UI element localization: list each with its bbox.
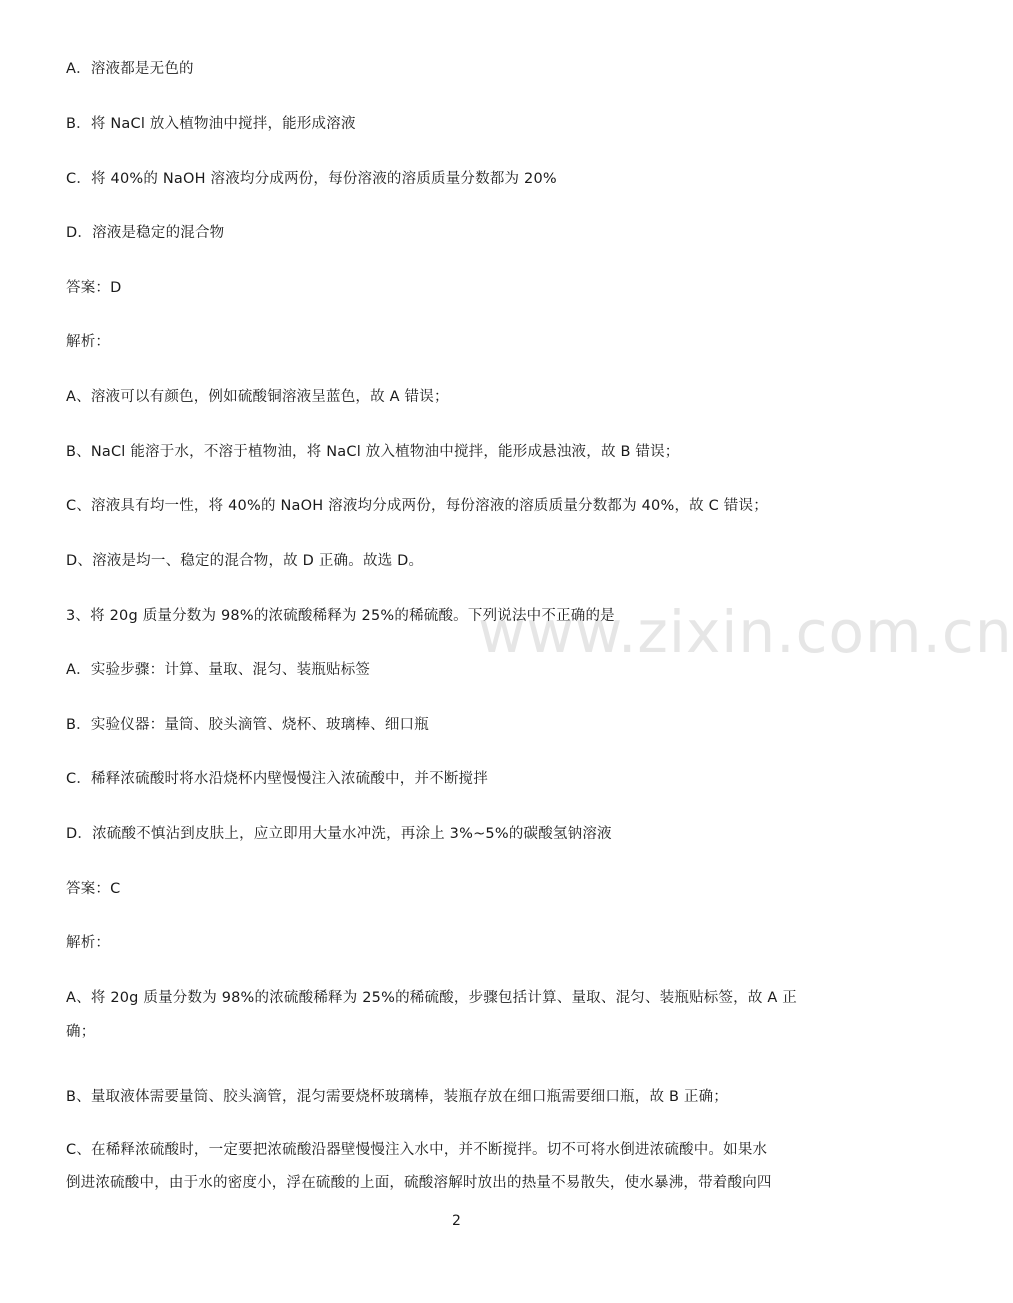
q3-option-d: D．浓硫酸不慎沾到皮肤上，应立即用大量水冲洗，再涂上 3%~5%的碳酸氢钠溶液 — [66, 826, 612, 842]
q3-analysis-c-line1: C、在稀释浓硫酸时，一定要把浓硫酸沿器壁慢慢注入水中，并不断搅拌。切不可将水倒进浓硫酸中。如果水 — [66, 1142, 768, 1158]
q2-analysis-c: C、溶液具有均一性，将 40%的 NaOH 溶液均分成两份，每份溶液的溶质质量分数都为 40%，故 C 错误； — [66, 498, 768, 514]
page-number: 2 — [452, 1213, 461, 1229]
q3-question: 3、将 20g 质量分数为 98%的浓硫酸稀释为 25%的稀硫酸。下列说法中不正确的是 — [66, 608, 615, 624]
q2-answer: 答案：D — [66, 280, 122, 296]
q3-analysis-a — [66, 988, 856, 1042]
q3-option-a: A．实验步骤：计算、量取、混匀、装瓶贴标签 — [66, 662, 371, 678]
q3-option-c: C．稀释浓硫酸时将水沿烧杯内壁慢慢注入浓硫酸中，并不断搅拌 — [66, 771, 488, 787]
q2-option-c: C．将 40%的 NaOH 溶液均分成两份，每份溶液的溶质质量分数都为 20% — [66, 171, 557, 187]
q3-analysis-b: B、量取液体需要量筒、胶头滴管，混匀需要烧杯玻璃棒，装瓶存放在细口瓶需要细口瓶，故 B 正确； — [66, 1089, 729, 1105]
q2-analysis-b: B、NaCl 能溶于水，不溶于植物油，将 NaCl 放入植物油中搅拌，能形成悬浊液，故 B 错误； — [66, 444, 680, 460]
q3-analysis-c-line2: 倒进浓硫酸中，由于水的密度小，浮在硫酸的上面，硫酸溶解时放出的热量不易散失，使水暴沸，带着酸向四 — [66, 1175, 772, 1191]
q2-option-a: A．溶液都是无色的 — [66, 61, 194, 77]
q3-answer: 答案：C — [66, 881, 121, 897]
q2-option-b: B．将 NaCl 放入植物油中搅拌，能形成溶液 — [66, 116, 356, 132]
q2-analysis-d: D、溶液是均一、稳定的混合物，故 D 正确。故选 D。 — [66, 553, 424, 569]
watermark: www.zixin.com.cn — [478, 598, 1013, 666]
q3-analysis-a-line2: 确； — [66, 1024, 96, 1040]
q3-analysis-label: 解析： — [66, 935, 111, 951]
q3-analysis-c — [66, 1140, 856, 1193]
q2-option-d: D．溶液是稳定的混合物 — [66, 225, 225, 241]
q3-analysis-a-line1: A、将 20g 质量分数为 98%的浓硫酸稀释为 25%的稀硫酸，步骤包括计算、量取、混匀、装瓶贴标签，故 A 正 — [66, 990, 798, 1006]
q3-option-b: B．实验仪器：量筒、胶头滴管、烧杯、玻璃棒、细口瓶 — [66, 717, 429, 733]
q2-analysis-a: A、溶液可以有颜色，例如硫酸铜溶液呈蓝色，故 A 错误； — [66, 389, 449, 405]
q2-analysis-label: 解析： — [66, 334, 111, 350]
